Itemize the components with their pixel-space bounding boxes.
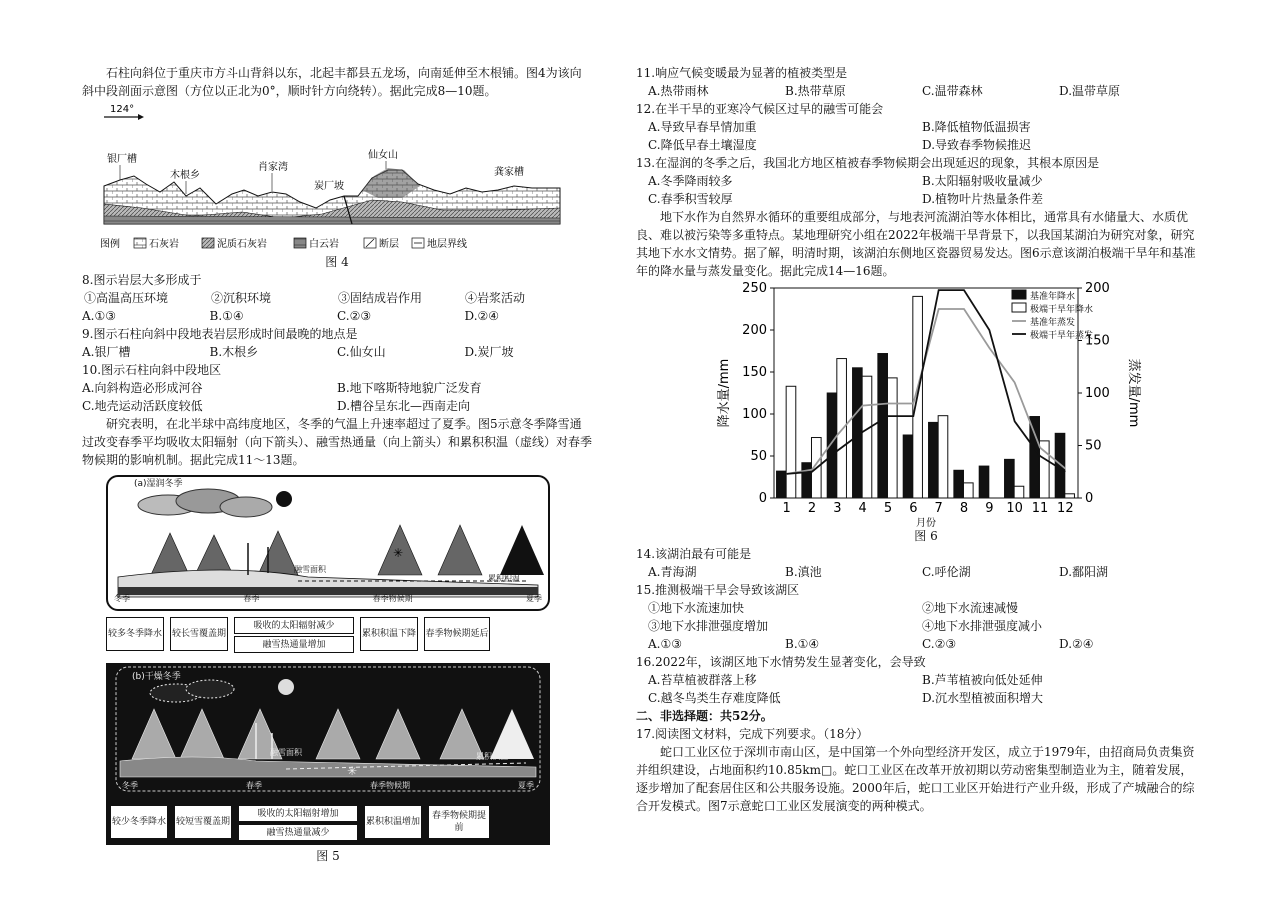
panel-dry-winter <box>106 663 550 797</box>
q13-stem: 13.在湿润的冬季之后，我国北方地区植被春季物候期会出现延迟的现象，其根本原因是 <box>636 156 1100 170</box>
cloud-icon <box>186 680 234 698</box>
flow-box: 较短雪覆盖期 <box>174 805 232 839</box>
bar-drought-precip <box>786 386 796 498</box>
option-a[interactable]: A.苔草植被群落上移 <box>648 673 757 687</box>
season-label: 春季物候期 <box>372 594 413 603</box>
figure-4-caption: 图 4 <box>325 255 349 269</box>
option-c[interactable]: C.呼伦湖 <box>922 565 971 579</box>
legend-label: 基准年降水 <box>1030 292 1076 302</box>
q12-options-row1 <box>636 118 1196 136</box>
legend-dolomite-swatch <box>294 238 306 248</box>
bar-drought-precip <box>1065 494 1075 498</box>
q8-item: ①高温高压环境 <box>84 291 169 305</box>
legend-label: 极端干旱年蒸发 <box>1030 331 1094 341</box>
panel-a-label: (a)湿润冬季 <box>134 479 183 489</box>
q8-item: ④岩浆活动 <box>465 291 526 305</box>
x-tick-label: 2 <box>807 501 817 516</box>
flow-box: 融雪热通量减少 <box>238 824 358 841</box>
bar-baseline-precip <box>777 471 787 498</box>
q16-options-row1 <box>636 671 1196 689</box>
panel-wet-winter <box>106 475 550 611</box>
season-label: 夏季 <box>525 594 542 603</box>
option-c[interactable]: C.春季积雪较厚 <box>648 192 733 206</box>
season-row-b <box>122 780 534 791</box>
legend-label: 基准年蒸发 <box>1030 318 1076 328</box>
option-b[interactable]: B.芦苇植被向低处延伸 <box>922 673 1043 687</box>
right-column <box>636 64 1196 815</box>
q15-items-row2 <box>636 617 1196 635</box>
legend-limestone: 石灰岩 <box>149 239 179 250</box>
option-d[interactable]: D.槽谷呈东北—西南走向 <box>337 399 471 413</box>
option-b[interactable]: B.滇池 <box>785 565 822 579</box>
q15-item: ④地下水排泄强度减小 <box>922 619 1043 633</box>
season-label: 冬季 <box>114 594 130 603</box>
precip-evap-chart <box>696 280 1156 528</box>
intro-fig5: 研究表明，在北半球中高纬度地区，冬季的气温上升速率超过了夏季。图5示意冬季降雪通过改变春季平均吸收太阳辐射（向下箭头）、融雪热通量（向上箭头）和累积积温（虚线）对春季物候期的影响机制。据此完成11～13题。 <box>82 417 593 467</box>
bar-drought-precip <box>837 359 847 498</box>
x-tick-label: 10 <box>1006 501 1023 516</box>
q17-text: 蛇口工业区位于深圳市南山区，是中国第一个外向型经济开发区，成立于1979年，由招商局负责集资并组织建设，占地面积约10.85km□。蛇口工业区在改革开放初期以劳动密集型制造业为主，随着发展，逐步增加了配套居住区和公共服务设施。2000年后，蛇口工业区开始进行产业升级，形成了产城融合的综合开发模式。图7示意蛇口工业区发展演变的两种模式。 <box>636 745 1195 813</box>
place-xiannushan: 仙女山 <box>368 150 398 161</box>
q9-stem: 9.图示石柱向斜中段地表岩层形成时间最晚的地点是 <box>82 327 358 341</box>
option-a[interactable]: A.导致早春旱情加重 <box>648 120 757 134</box>
option-d[interactable]: D.鄱阳湖 <box>1059 565 1109 579</box>
place-gongjiacao: 龚家槽 <box>494 167 524 178</box>
option-b[interactable]: B.热带草原 <box>785 84 846 98</box>
q12-options-row2 <box>636 136 1196 154</box>
melt-area-label: 融雪面积 <box>294 565 326 574</box>
flow-box: 较多冬季降水 <box>106 617 164 651</box>
bar-baseline-precip <box>1005 459 1015 498</box>
season-label: 春季物候期 <box>370 781 410 790</box>
option-b[interactable]: B.降低植物低温损害 <box>922 120 1031 134</box>
asterisk-icon: ✳ <box>346 764 358 778</box>
figure-6 <box>696 280 1196 545</box>
bar-baseline-precip <box>802 463 812 498</box>
flow-stack <box>238 805 358 841</box>
flow-box: 较长雪覆盖期 <box>170 617 228 651</box>
accum-temp-label: 累积积温 <box>476 752 508 761</box>
q11-options <box>636 82 1196 100</box>
left-column <box>82 64 592 865</box>
panel-a-illustration <box>108 477 548 605</box>
season-label: 春季 <box>243 594 260 603</box>
legend-label: 图例 <box>100 239 120 250</box>
q14-options <box>636 563 1196 581</box>
y-left-tick-label: 0 <box>758 491 767 506</box>
figure-4 <box>82 104 592 271</box>
q10-options-row2 <box>82 397 592 415</box>
q14-stem: 14.该湖泊最有可能是 <box>636 547 752 561</box>
x-tick-label: 5 <box>883 501 893 516</box>
y-left-tick-label: 200 <box>742 323 767 338</box>
flow-b <box>106 797 550 845</box>
y-left-tick-label: 100 <box>742 407 767 422</box>
x-tick-label: 6 <box>909 501 918 516</box>
flow-box: 累积积温增加 <box>364 805 422 839</box>
y-right-tick-label: 100 <box>1085 386 1110 401</box>
y-right-tick-label: 200 <box>1085 281 1110 296</box>
y-right-tick-label: 150 <box>1085 333 1110 349</box>
option-a[interactable]: A.向斜构造必形成河谷 <box>82 381 203 395</box>
x-tick-label: 4 <box>858 501 867 516</box>
direction-arrow-head <box>138 114 144 120</box>
option-a[interactable]: A.①③ <box>648 637 682 651</box>
option-c[interactable]: C.仙女山 <box>337 345 386 359</box>
x-tick-label: 8 <box>959 501 969 516</box>
x-tick-label: 7 <box>934 501 943 516</box>
option-a[interactable]: A.冬季降雨较多 <box>648 174 733 188</box>
q17-stem: 17.阅读图文材料，完成下列要求。（18分） <box>636 727 869 741</box>
place-mugenxiang: 木根乡 <box>170 170 200 181</box>
figure-6-caption: 图 6 <box>914 529 938 543</box>
bar-baseline-precip <box>1030 417 1040 498</box>
option-a[interactable]: A.热带雨林 <box>648 84 709 98</box>
q8-item: ③固结成岩作用 <box>338 291 423 305</box>
bar-baseline-precip <box>903 435 913 498</box>
tree-icon <box>500 525 544 575</box>
x-tick-label: 9 <box>985 501 994 516</box>
legend-swatch <box>1012 303 1026 312</box>
x-tick-label: 1 <box>782 501 791 516</box>
x-tick-label: 3 <box>833 501 842 516</box>
bar-drought-precip <box>1014 486 1024 498</box>
legend-boundary: 地层界线 <box>427 239 467 250</box>
y-left-tick-label: 150 <box>742 365 767 380</box>
option-c[interactable]: C.温带森林 <box>922 84 983 98</box>
flow-box: 吸收的太阳辐射减少 <box>234 617 354 634</box>
q8-stem: 8.图示岩层大多形成于 <box>82 273 202 287</box>
q10-options-row1 <box>82 379 592 397</box>
flow-a <box>106 617 550 653</box>
option-d[interactable]: D.沉水型植被面积增大 <box>922 691 1044 705</box>
q15-item: ①地下水流速加快 <box>648 601 745 615</box>
q8-items <box>82 289 592 307</box>
asterisk-icon: ✳ <box>392 546 404 560</box>
bar-baseline-precip <box>954 470 964 498</box>
legend-fault: 断层 <box>379 239 399 250</box>
option-c[interactable]: C.②③ <box>922 637 957 651</box>
legend-label: 极端干旱年降水 <box>1030 305 1094 315</box>
figure-5-caption: 图 5 <box>316 849 340 863</box>
option-d[interactable]: D.炭厂坡 <box>464 345 514 359</box>
q12-stem: 12.在半干旱的亚寒冷气候区过早的融雪可能会 <box>636 102 884 116</box>
panel-b-label: (b)干燥冬季 <box>132 672 181 682</box>
q16-stem: 16.2022年，该湖区地下水情势发生显著变化，会导致 <box>636 655 926 669</box>
option-a[interactable]: A.银厂槽 <box>82 345 131 359</box>
bar-baseline-precip <box>929 422 939 498</box>
option-b[interactable]: B.①④ <box>785 637 820 651</box>
bar-drought-precip <box>938 416 948 498</box>
tree-icons <box>132 709 484 759</box>
flow-stack <box>234 617 354 653</box>
cloud-icon <box>220 497 272 517</box>
q15-options <box>636 635 1196 653</box>
sun-icon <box>276 491 292 507</box>
season-label: 夏季 <box>518 781 534 790</box>
option-d[interactable]: D.导致春季物候推迟 <box>922 138 1032 152</box>
accum-temp-label: 累积积温 <box>488 574 520 583</box>
place-tanchangpo: 炭厂坡 <box>314 181 344 192</box>
legend-limestone-swatch <box>134 238 146 248</box>
legend-marl-swatch <box>202 238 214 248</box>
q10-stem: 10.图示石柱向斜中段地区 <box>82 363 222 377</box>
option-c[interactable]: C.②③ <box>337 309 372 323</box>
flow-box: 较少冬季降水 <box>110 805 168 839</box>
flow-box: 累积积温下降 <box>360 617 418 651</box>
bar-baseline-precip <box>878 354 888 498</box>
q15-items-row1 <box>636 599 1196 617</box>
figure-5 <box>106 475 550 865</box>
direction-label: 124° <box>110 104 135 115</box>
flow-box: 春季物候期延后 <box>424 617 490 651</box>
q13-options-row2 <box>636 190 1196 208</box>
y-left-tick-label: 250 <box>742 281 767 296</box>
q15-stem: 15.推测极端干旱会导致该湖区 <box>636 583 800 597</box>
option-a[interactable]: A.①③ <box>82 309 116 323</box>
y-right-tick-label: 0 <box>1085 491 1094 506</box>
option-b[interactable]: B.木根乡 <box>209 345 259 359</box>
q9-options <box>82 343 592 361</box>
place-xiaojiawan: 肖家湾 <box>258 162 288 173</box>
q8-options <box>82 307 592 325</box>
season-label: 冬季 <box>122 781 138 790</box>
intro-fig4: 石柱向斜位于重庆市方斗山背斜以东，北起丰都县五龙场，向南延伸至木根铺。图4为该向斜中段剖面示意图（方位以正北为0°，顺时针方向绕转）。据此完成8—10题。 <box>82 66 582 98</box>
bar-drought-precip <box>862 376 872 498</box>
option-d[interactable]: D.②④ <box>464 309 500 323</box>
x-tick-label: 12 <box>1057 501 1074 516</box>
q16-options-row2 <box>636 689 1196 707</box>
y-right-axis-label: 蒸发量/mm <box>1126 358 1141 428</box>
x-tick-label: 11 <box>1031 501 1049 516</box>
snowpack <box>120 757 536 777</box>
bar-drought-precip <box>887 378 897 498</box>
y-left-tick-label: 50 <box>750 449 767 464</box>
legend-marl: 泥质石灰岩 <box>217 239 267 250</box>
option-a[interactable]: A.青海湖 <box>648 565 697 579</box>
x-axis-label: 月份 <box>916 518 936 528</box>
option-b[interactable]: B.太阳辐射吸收量减少 <box>922 174 1043 188</box>
option-c[interactable]: C.降低早春土壤湿度 <box>648 138 757 152</box>
option-c[interactable]: C.越冬鸟类生存难度降低 <box>648 691 781 705</box>
option-c[interactable]: C.地壳运动活跃度较低 <box>82 399 203 413</box>
bar-drought-precip <box>963 483 973 498</box>
q8-item: ②沉积环境 <box>211 291 272 305</box>
cross-section-diagram <box>82 104 582 254</box>
y-left-axis-label: 降水量/mm <box>717 358 732 428</box>
legend-dolomite: 白云岩 <box>309 239 339 250</box>
intro-fig6: 地下水作为自然界水循环的重要组成部分，与地表河流湖泊等水体相比，通常具有水储量大、水质优良、难以被污染等多重特点。某地理研究小组在2022年极端干旱背景下，以我国某湖泊为研究对象，研究其地下水水文情势。据了解，明清时期，该湖泊东侧地区瓷器贸易发达。图6示意该湖泊极端干旱年和基准年的降水量与蒸发量变化。据此完成14—16题。 <box>636 210 1196 278</box>
section-2-heading: 二、非选择题：共52分。 <box>636 709 773 723</box>
season-label: 春季 <box>246 781 262 790</box>
melt-area-label: 融雪面积 <box>270 748 302 757</box>
flow-box: 春季物候期提前 <box>428 805 490 839</box>
legend-swatch <box>1012 290 1026 299</box>
season-row-a <box>114 593 542 604</box>
place-yinchangcao: 银厂槽 <box>107 154 137 165</box>
flow-box: 融雪热通量增加 <box>234 636 354 653</box>
option-b[interactable]: B.①④ <box>209 309 244 323</box>
q15-item: ②地下水流速减慢 <box>922 601 1019 615</box>
flow-box: 吸收的太阳辐射增加 <box>238 805 358 822</box>
option-d[interactable]: D.②④ <box>1059 637 1094 651</box>
panel-b-illustration <box>106 663 550 797</box>
option-d[interactable]: D.温带草原 <box>1059 84 1121 98</box>
sun-icon <box>278 679 294 695</box>
q15-item: ③地下水排泄强度增加 <box>648 619 769 633</box>
q11-stem: 11.响应气候变暖最为显著的植被类型是 <box>636 66 848 80</box>
option-b[interactable]: B.地下喀斯特地貌广泛发育 <box>337 381 482 395</box>
q13-options-row1 <box>636 172 1196 190</box>
bar-baseline-precip <box>979 466 989 498</box>
option-d[interactable]: D.植物叶片热量条件差 <box>922 192 1044 206</box>
y-right-tick-label: 50 <box>1085 438 1102 454</box>
